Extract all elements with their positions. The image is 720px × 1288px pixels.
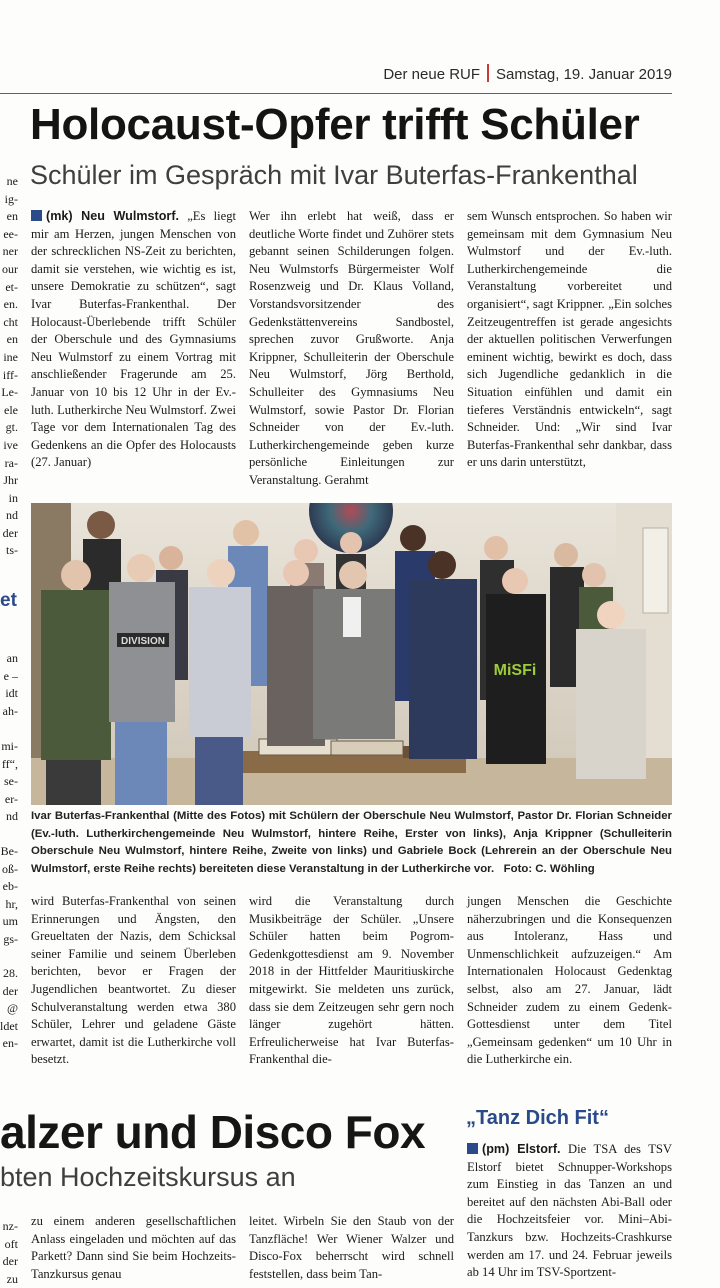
publication-date: Samstag, 19. Januar 2019: [496, 66, 672, 83]
article-headline: Holocaust-Opfer trifft Schüler: [30, 100, 640, 149]
article-column-2: Wer ihn erlebt hat weiß, dass er deutliche Worte findet und Zuhörer stets gebannt seinen Schilderungen folgen. Neu Wulmstorfs Bürgermeister Wolf Rosenzweig und Dr. Klaus Volland, Vorstandsvorsitzender des Gedenkstättenvereins Sandbostel, sprechen zuvor Grußworte. Anja Krippner, Schulleiterin der Oberschule Neu Wulmstorf, Jörg Berthold, Schulleiter des Gymnasiums Neu Wulmstorf, sowie Pastor Dr. Florian Schneider von der Ev.-luth. Lutherkirchengemeinde geben kurze persönliche Einleitungen zur Veranstaltung. Gerahmt: [249, 209, 454, 487]
article-dateline: (mk) Neu Wulmstorf.: [46, 209, 180, 223]
article-column-6: jungen Menschen die Geschichte näherzubringen und die Konsequenzen aus Intoleranz, Hass und Unmenschlichkeit aufzuzeigen.“ Am Internationalen Holocaust Gedenktag selbst, also am 27. Januar, lädt Schneider zudem zu einem Gedenk-Gottesdienst unter dem Titel „Gemeinsam gedenken“ um 10 Uhr in die Lutherkirche ein.: [467, 894, 672, 1067]
left-fragment-c: mi- ff“, se- er- nd: [1, 739, 18, 824]
publication-name: Der neue RUF: [383, 66, 481, 83]
group-photo: [31, 503, 672, 805]
bullet-square-icon: [467, 1143, 478, 1154]
shirt-print-text: DIVISION: [121, 636, 165, 647]
left-fragment-b: an e – idt ah-: [2, 651, 18, 718]
left-fragment-d: Be- oß- eb- hr, um gs-: [0, 844, 18, 946]
bullet-square-icon: [31, 210, 42, 221]
second-article-headline: alzer und Disco Fox: [0, 1106, 426, 1158]
article-column-4: wird Buterfas-Frankenthal von seinen Erinnerungen und Ängsten, den Greueltaten der Nazis, dem Schicksal seiner Familie und seinem Überleben berichten, bevor er Fragen der Jugendlichen beantwortet. Zu dieser Schulveranstaltung werden etwa 380 Schüler, Lehrer und geladene Gäste erwartet, damit ist die Lutherkirche voll besetzt.: [31, 894, 236, 1067]
tanz-article-title: „Tanz Dich Fit“: [466, 1107, 609, 1129]
header-rule: [0, 93, 672, 94]
tanz-article-dateline: (pm) Elstorf.: [482, 1142, 561, 1156]
second-article-column-2: leitet. Wirbeln Sie den Staub von der Tanzfläche! Wer Wiener Walzer und Disco-Fox beherrscht wird schnell feststellen, dass beim Tan-: [249, 1214, 454, 1280]
left-fragment-f: nz- oft der zu: [2, 1219, 18, 1286]
article-column-3: sem Wunsch entsprochen. So haben wir gemeinsam mit dem Gymnasium Neu Wulmstorf und der Ev.-luth. Lutherkirchengemeinde die Veranstaltung vorbereitet und organisiert“, sagt Krippner. „Ein solches Zeitzeugentreffen ist gerade angesichts der aktuellen politischen Verwerfungen eminent wichtig, bewirkt es doch, dass sich Jugendliche gedanklich in die Situation einfühlen und damit ein tieferes Verständnis entwickeln“, sagt Schneider. Und: „Wir sind Ivar Buterfas-Frankenthal sehr dankbar, dass er uns darin unterstützt,: [467, 209, 672, 470]
photo-credit: Foto: C. Wöhling: [503, 862, 595, 875]
left-fragment-heading: et: [0, 590, 17, 611]
tanz-article-body: (pm) Elstorf. Die TSA des TSV Elstorf bietet Schnupper-Workshops zum Einstieg in das Tanzen an und bereitet auf den nächsten Abi-Ball oder die Hochzeitsfeier vor. Mini–Abi-Tanzkurs bzw. Hochzeits-Crashkurse werden am 17. und 24. Februar jeweils ab 14 Uhr im TSV-Sportzent-: [467, 1142, 672, 1280]
article-column-1: (mk) Neu Wulmstorf. „Es liegt mir am Herzen, jungen Menschen von der schrecklichen NS-Zeit zu berichten, damit sie verstehen, wie wichtig es ist, unsere Demokratie zu schützen“, sagt Ivar Buterfas-Frankenthal. Der Holocaust-Überlebende trifft Schüler der Oberschule und des Gymnasiums Neu Wulmstorf zu einem Vortrag mit anschließender Fragerunde am 25. Januar von 10 bis 12 Uhr in der Ev.-luth. Lutherkirche Neu Wulmstorf. Zwei Tage vor dem Internationalen Tag des Gedenkens an die Opfer des Holocausts (27. Januar): [31, 209, 236, 470]
article-column-5: wird die Veranstaltung durch Musikbeiträge der Schüler. „Unsere Schüler hatten beim Pogrom-Gedenkgottesdienst am 9. November 2018 in der Hittfelder Mauritiuskirche mitgewirkt. Sie meldeten uns zurück, dass sie dem Zeitzeugen sehr gern noch länger zugehört hätten. Erfreulicherweise hat Ivar Buterfas-Frankenthal die-: [249, 894, 454, 1067]
photo-caption: Ivar Buterfas-Frankenthal (Mitte des Fotos) mit Schülern der Oberschule Neu Wulmstorf, Pastor Dr. Florian Schneider (Ev.-luth. Lutherkirchengemeinde Neu Wulmstorf, hintere Reihe, Erster von links), Anja Krippner (Schulleiterin Oberschule Neu Wulmstorf, hintere Reihe, Zweite von links) und Gabriele Bock (Lehrerein an der Oberschule Neu Wulmstorf, erste Reihe rechts) bereiteten diese Veranstaltung in der Lutherkirche vor. Foto: C. Wöhling: [31, 810, 672, 875]
left-column-fragment: ne ig- en ee- ner our et- en. cht en ine iff- Le- ele gt. ive ra- Jhr in nd der ts-: [1, 174, 18, 558]
left-fragment-e: 28. der @ ldet en-: [0, 966, 18, 1051]
header-divider: [487, 64, 489, 82]
article-subheadline: Schüler im Gespräch mit Ivar Buterfas-Frankenthal: [30, 160, 638, 190]
second-article-column-1: zu einem anderen gesellschaftlichen Anlass eingeladen und möchten auf das Parkett? Dann sind Sie beim Hochzeits-Tanzkursus genau: [31, 1214, 236, 1280]
second-article-subheadline: bten Hochzeitskursus an: [0, 1162, 296, 1192]
shirt-logo-text: MiSFi: [493, 662, 537, 679]
page-header: [383, 64, 672, 83]
